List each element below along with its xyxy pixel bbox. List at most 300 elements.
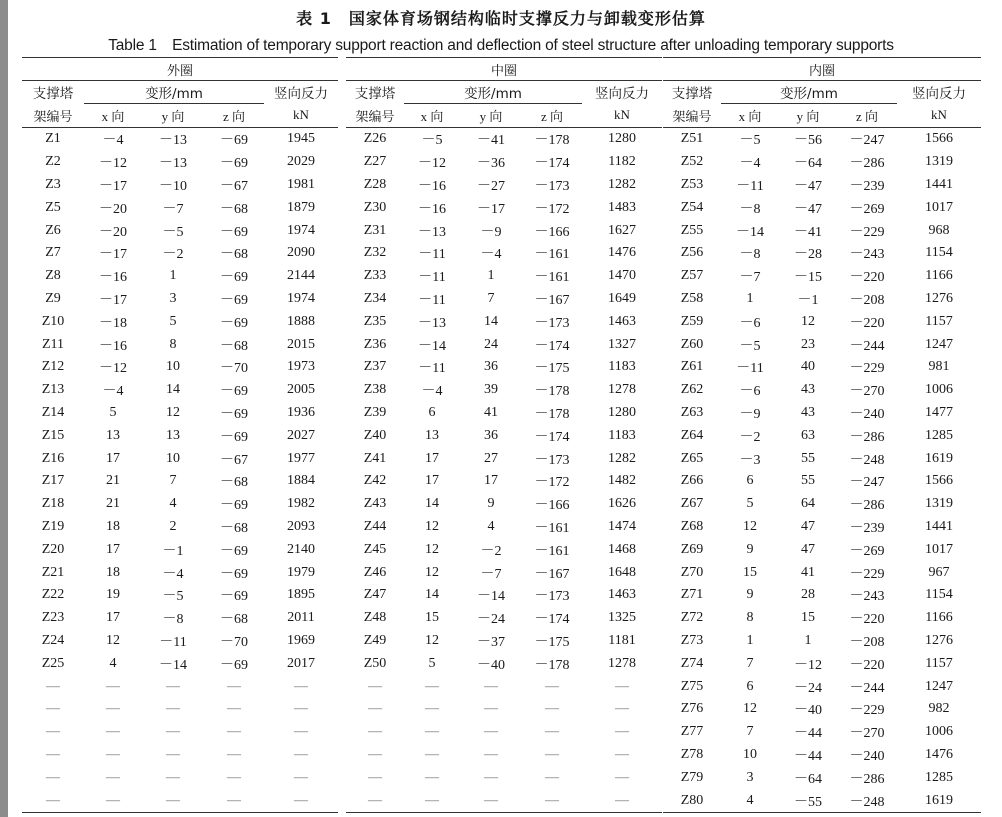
cell-reaction: 1463 [608, 313, 636, 329]
cell-z: －220 [849, 612, 885, 628]
table-row [663, 584, 981, 607]
cell-x: 12 [425, 541, 439, 557]
header-x: x 向 [721, 104, 779, 128]
cell-x: 12 [743, 701, 757, 717]
cell-reaction: 1157 [925, 313, 953, 329]
cell-x: 14 [425, 587, 439, 603]
cell-reaction: 2093 [287, 518, 315, 534]
table-row [663, 402, 981, 425]
cell-z: －161 [534, 543, 570, 559]
cell-y: －5 [162, 224, 184, 240]
cell-z: －174 [534, 429, 570, 445]
cell-z: －69 [220, 543, 248, 559]
cell-z: －69 [220, 224, 248, 240]
cell-z: －69 [220, 292, 248, 308]
cell-tower-id: Z12 [41, 359, 65, 375]
cell-reaction: 981 [928, 359, 950, 375]
cell-reaction: 1483 [608, 199, 636, 215]
cell-x: 17 [425, 450, 439, 466]
cell-reaction: 1182 [608, 154, 636, 170]
cell-reaction: 1017 [925, 541, 953, 557]
cell-reaction: 1247 [925, 678, 953, 694]
cell-y: 14 [484, 313, 498, 329]
cell-reaction: 2005 [287, 382, 315, 398]
table-row [663, 538, 981, 561]
cell-tower-id: Z25 [41, 655, 65, 671]
cell-y: 4 [169, 496, 177, 512]
cell-reaction: 1879 [287, 199, 315, 215]
cell-x: －4 [739, 156, 761, 172]
header-tower: 支撑塔 [32, 86, 74, 103]
table-row [663, 242, 981, 265]
cell-z: －247 [849, 133, 885, 149]
cell-z: — [227, 724, 241, 740]
cell-x: －17 [99, 292, 127, 308]
cell-y: — [166, 746, 180, 762]
cell-z: －178 [534, 406, 570, 422]
cell-reaction: 1006 [925, 382, 953, 398]
cell-x: — [425, 792, 439, 808]
cell-z: －248 [849, 794, 885, 810]
cell-reaction: 1280 [608, 404, 636, 420]
cell-y: 14 [166, 382, 180, 398]
cell-tower-id: Z63 [680, 404, 704, 420]
cell-reaction: 1278 [608, 382, 636, 398]
cell-tower-id: Z57 [680, 268, 704, 284]
cell-reaction: 1945 [287, 131, 315, 147]
cell-reaction: 1973 [287, 359, 315, 375]
cell-tower-id: Z5 [45, 199, 61, 215]
cell-z: －70 [220, 361, 248, 377]
table-row [663, 675, 981, 698]
cell-y: 10 [166, 359, 180, 375]
cell-tower-id: Z48 [363, 610, 387, 626]
cell-tower-id: Z64 [680, 427, 704, 443]
cell-x: 21 [106, 496, 120, 512]
cell-reaction: 1474 [608, 518, 636, 534]
cell-reaction: 1476 [925, 746, 953, 762]
cell-z: — [227, 792, 241, 808]
cell-y: 36 [484, 359, 498, 375]
cell-reaction: — [615, 746, 629, 762]
cell-tower-id: Z41 [363, 450, 387, 466]
cell-z: －229 [849, 566, 885, 582]
cell-z: －286 [849, 429, 885, 445]
cell-x: 12 [106, 632, 120, 648]
table-row [22, 379, 338, 402]
table-row [22, 607, 338, 630]
cell-tower-id: Z31 [363, 222, 387, 238]
cell-y: 7 [487, 290, 495, 306]
cell-z: －243 [849, 589, 885, 605]
cell-z: －68 [220, 201, 248, 217]
cell-y: — [484, 701, 498, 717]
cell-reaction: — [615, 792, 629, 808]
cell-z: －239 [849, 520, 885, 536]
table-row [346, 196, 662, 219]
cell-x: 8 [746, 610, 754, 626]
cell-x: －3 [739, 452, 761, 468]
table-row [22, 424, 338, 447]
cell-z: －166 [534, 498, 570, 514]
cell-z: －240 [849, 748, 885, 764]
cell-z: －240 [849, 406, 885, 422]
cell-reaction: — [615, 769, 629, 785]
cell-x: 15 [425, 610, 439, 626]
cell-x: －14 [418, 338, 446, 354]
table-row [22, 698, 338, 721]
cell-reaction: 1441 [925, 176, 953, 192]
table-row [663, 516, 981, 539]
cell-reaction: 1884 [287, 473, 315, 489]
cell-z: －178 [534, 384, 570, 400]
cell-z: — [227, 678, 241, 694]
cell-x: －11 [418, 270, 446, 286]
cell-tower-id: Z42 [363, 473, 387, 489]
table-row [663, 447, 981, 470]
cell-y: — [484, 724, 498, 740]
cell-reaction: 1282 [608, 176, 636, 192]
cell-z: — [545, 792, 559, 808]
header-tower-no: 架编号 [22, 104, 84, 128]
cell-x: －13 [418, 224, 446, 240]
cell-tower-id: Z38 [363, 382, 387, 398]
table-row [663, 288, 981, 311]
cell-y: －44 [794, 748, 822, 764]
cell-x: －4 [421, 384, 443, 400]
table-row [22, 766, 338, 789]
cell-z: －68 [220, 247, 248, 263]
cell-reaction: 1017 [925, 199, 953, 215]
cell-tower-id: Z55 [680, 222, 704, 238]
cell-y: 23 [801, 336, 815, 352]
cell-z: －69 [220, 270, 248, 286]
header-z: z 向 [204, 104, 264, 128]
cell-x: －5 [421, 133, 443, 149]
cell-tower-id: Z54 [680, 199, 704, 215]
table-row [22, 516, 338, 539]
table-row [663, 561, 981, 584]
cell-z: －174 [534, 612, 570, 628]
table-row [22, 151, 338, 174]
table-row [346, 333, 662, 356]
cell-y: — [484, 792, 498, 808]
header-kn: kN [264, 104, 338, 128]
cell-y: 1 [169, 268, 177, 284]
cell-z: －244 [849, 338, 885, 354]
cell-z: －270 [849, 384, 885, 400]
cell-tower-id: Z60 [680, 336, 704, 352]
cell-reaction: — [615, 724, 629, 740]
table-row [346, 424, 662, 447]
cell-x: －12 [99, 361, 127, 377]
cell-z: — [227, 746, 241, 762]
table-row [663, 356, 981, 379]
cell-reaction: — [615, 678, 629, 694]
cell-tower-id: Z43 [363, 496, 387, 512]
cell-reaction: 1477 [925, 404, 953, 420]
cell-y: 15 [801, 610, 815, 626]
cell-x: 7 [746, 724, 754, 740]
header-tower: 支撑塔 [354, 86, 396, 103]
cell-z: －167 [534, 566, 570, 582]
cell-tower-id: Z78 [680, 746, 704, 762]
cell-z: －229 [849, 224, 885, 240]
cell-x: 5 [746, 496, 754, 512]
cell-y: －40 [794, 703, 822, 719]
cell-reaction: 1181 [608, 632, 636, 648]
cell-reaction: 2144 [287, 268, 315, 284]
cell-x: 1 [746, 290, 754, 306]
cell-z: －70 [220, 634, 248, 650]
cell-z: －69 [220, 657, 248, 673]
cell-x: 13 [425, 427, 439, 443]
cell-y: 3 [169, 290, 177, 306]
cell-z: －286 [849, 156, 885, 172]
cell-z: — [545, 678, 559, 694]
cell-reaction: 1276 [925, 632, 953, 648]
table-row [22, 356, 338, 379]
cell-x: 21 [106, 473, 120, 489]
cell-reaction: 1183 [608, 427, 636, 443]
cell-z: — [545, 746, 559, 762]
cell-tower-id: Z22 [41, 587, 65, 603]
cell-reaction: 1470 [608, 268, 636, 284]
cell-z: －167 [534, 292, 570, 308]
table-row [663, 128, 981, 151]
table-row [346, 538, 662, 561]
table-row [346, 128, 662, 151]
cell-y: －15 [794, 270, 822, 286]
table-row [346, 675, 662, 698]
cell-reaction: 1977 [287, 450, 315, 466]
cell-x: －6 [739, 384, 761, 400]
cell-y: 47 [801, 518, 815, 534]
cell-y: 2 [169, 518, 177, 534]
table-row [346, 402, 662, 425]
cell-y: — [484, 746, 498, 762]
table-row [346, 698, 662, 721]
cell-z: －173 [534, 452, 570, 468]
cell-z: －220 [849, 315, 885, 331]
cell-reaction: 1981 [287, 176, 315, 192]
cell-tower-id: Z27 [363, 154, 387, 170]
header-reaction: 竖向反力 [595, 86, 649, 103]
cell-z: －172 [534, 475, 570, 491]
cell-y: －2 [480, 543, 502, 559]
cell-tower-id: Z67 [680, 496, 704, 512]
cell-y: 4 [487, 518, 495, 534]
cell-reaction: 1979 [287, 564, 315, 580]
cell-x: 5 [428, 655, 436, 671]
table-row [22, 402, 338, 425]
cell-z: －208 [849, 634, 885, 650]
header-tower: 支撑塔 [671, 86, 713, 103]
cell-reaction: 1183 [608, 359, 636, 375]
cell-x: 7 [746, 655, 754, 671]
table-row [346, 607, 662, 630]
cell-tower-id: — [46, 746, 60, 762]
cell-y: 64 [801, 496, 815, 512]
cell-y: 9 [487, 496, 495, 512]
cell-z: －173 [534, 178, 570, 194]
cell-tower-id: Z17 [41, 473, 65, 489]
cell-x: 18 [106, 564, 120, 580]
header-tower-no: 架编号 [663, 104, 721, 128]
cell-y: 28 [801, 587, 815, 603]
cell-y: 12 [166, 404, 180, 420]
table-row [22, 310, 338, 333]
cell-reaction: 1627 [608, 222, 636, 238]
cell-tower-id: Z75 [680, 678, 704, 694]
cell-tower-id: Z76 [680, 701, 704, 717]
cell-tower-id: Z65 [680, 450, 704, 466]
cell-z: －229 [849, 703, 885, 719]
cell-z: －270 [849, 726, 885, 742]
table-row [22, 744, 338, 767]
cell-reaction: 2011 [287, 610, 315, 626]
cell-z: －174 [534, 156, 570, 172]
cell-tower-id: Z32 [363, 245, 387, 261]
cell-z: — [545, 769, 559, 785]
cell-z: －286 [849, 498, 885, 514]
cell-tower-id: Z39 [363, 404, 387, 420]
cell-tower-id: Z18 [41, 496, 65, 512]
table-row [22, 561, 338, 584]
cell-tower-id: Z13 [41, 382, 65, 398]
cell-reaction: 1974 [287, 222, 315, 238]
cell-y: －1 [162, 543, 184, 559]
group-title: 外圈 [22, 58, 338, 81]
cell-x: －11 [736, 361, 764, 377]
cell-y: －36 [477, 156, 505, 172]
panel-inner [663, 57, 981, 813]
header-y: y 向 [142, 104, 204, 128]
cell-tower-id: Z46 [363, 564, 387, 580]
cell-reaction: 1327 [608, 336, 636, 352]
cell-tower-id: Z20 [41, 541, 65, 557]
cell-tower-id: Z49 [363, 632, 387, 648]
cell-z: －68 [220, 520, 248, 536]
cell-z: －69 [220, 589, 248, 605]
cell-x: －8 [739, 201, 761, 217]
table-row [22, 538, 338, 561]
table-row [663, 265, 981, 288]
cell-tower-id: Z71 [680, 587, 704, 603]
table-row [22, 265, 338, 288]
cell-x: －20 [99, 224, 127, 240]
cell-tower-id: Z11 [41, 336, 65, 352]
cell-reaction: 2090 [287, 245, 315, 261]
cell-y: －64 [794, 156, 822, 172]
cell-x: －12 [99, 156, 127, 172]
cell-reaction: 1566 [925, 473, 953, 489]
table-row [346, 470, 662, 493]
table-row [663, 630, 981, 653]
table-row [22, 447, 338, 470]
cell-y: — [166, 678, 180, 694]
cell-tower-id: — [46, 678, 60, 694]
cell-reaction: 1282 [608, 450, 636, 466]
cell-y: 40 [801, 359, 815, 375]
table-title-en: Table 1 Estimation of temporary support reaction and deflection of steel structure after unloading temporary supports [108, 37, 894, 54]
cell-x: — [106, 769, 120, 785]
cell-tower-id: — [46, 701, 60, 717]
cell-y: －27 [477, 178, 505, 194]
cell-y: －37 [477, 634, 505, 650]
cell-x: — [106, 678, 120, 694]
cell-x: 9 [746, 587, 754, 603]
cell-x: 12 [425, 564, 439, 580]
table-row [22, 675, 338, 698]
cell-tower-id: Z51 [680, 131, 704, 147]
cell-tower-id: Z52 [680, 154, 704, 170]
cell-z: －161 [534, 270, 570, 286]
cell-x: －6 [739, 315, 761, 331]
cell-x: 18 [106, 518, 120, 534]
cell-tower-id: Z66 [680, 473, 704, 489]
cell-y: －28 [794, 247, 822, 263]
cell-z: －175 [534, 361, 570, 377]
table-row [22, 721, 338, 744]
cell-x: 1 [746, 632, 754, 648]
cell-y: — [166, 792, 180, 808]
cell-y: －40 [477, 657, 505, 673]
table-row [346, 447, 662, 470]
cell-x: －20 [99, 201, 127, 217]
header-reaction: 竖向反力 [912, 86, 966, 103]
cell-tower-id: — [46, 769, 60, 785]
table-title-cn: 表 1 国家体育场钢结构临时支撑反力与卸载变形估算 [296, 9, 706, 28]
table-row [346, 151, 662, 174]
cell-reaction: 1276 [925, 290, 953, 306]
cell-x: — [106, 746, 120, 762]
cell-x: 10 [743, 746, 757, 762]
cell-reaction: 1325 [608, 610, 636, 626]
table-row [346, 630, 662, 653]
cell-x: — [106, 701, 120, 717]
table-row [346, 493, 662, 516]
cell-reaction: 1619 [925, 450, 953, 466]
cell-x: 17 [106, 610, 120, 626]
cell-z: －68 [220, 612, 248, 628]
cell-tower-id: Z6 [45, 222, 61, 238]
table-row [22, 196, 338, 219]
table-row [346, 516, 662, 539]
cell-y: 41 [484, 404, 498, 420]
cell-x: －11 [736, 178, 764, 194]
cell-tower-id: Z9 [45, 290, 61, 306]
cell-z: －247 [849, 475, 885, 491]
cell-reaction: — [294, 792, 308, 808]
table-row [346, 310, 662, 333]
cell-tower-id: Z3 [45, 176, 61, 192]
cell-tower-id: — [46, 724, 60, 740]
table-row [346, 174, 662, 197]
table-row [346, 265, 662, 288]
cell-tower-id: Z24 [41, 632, 65, 648]
cell-y: 5 [169, 313, 177, 329]
cell-reaction: — [294, 724, 308, 740]
cell-y: －64 [794, 771, 822, 787]
cell-y: －13 [159, 133, 187, 149]
cell-tower-id: — [368, 724, 382, 740]
table-row [663, 470, 981, 493]
cell-tower-id: Z80 [680, 792, 704, 808]
data-table [22, 57, 338, 813]
cell-y: －4 [480, 247, 502, 263]
table-row [663, 424, 981, 447]
